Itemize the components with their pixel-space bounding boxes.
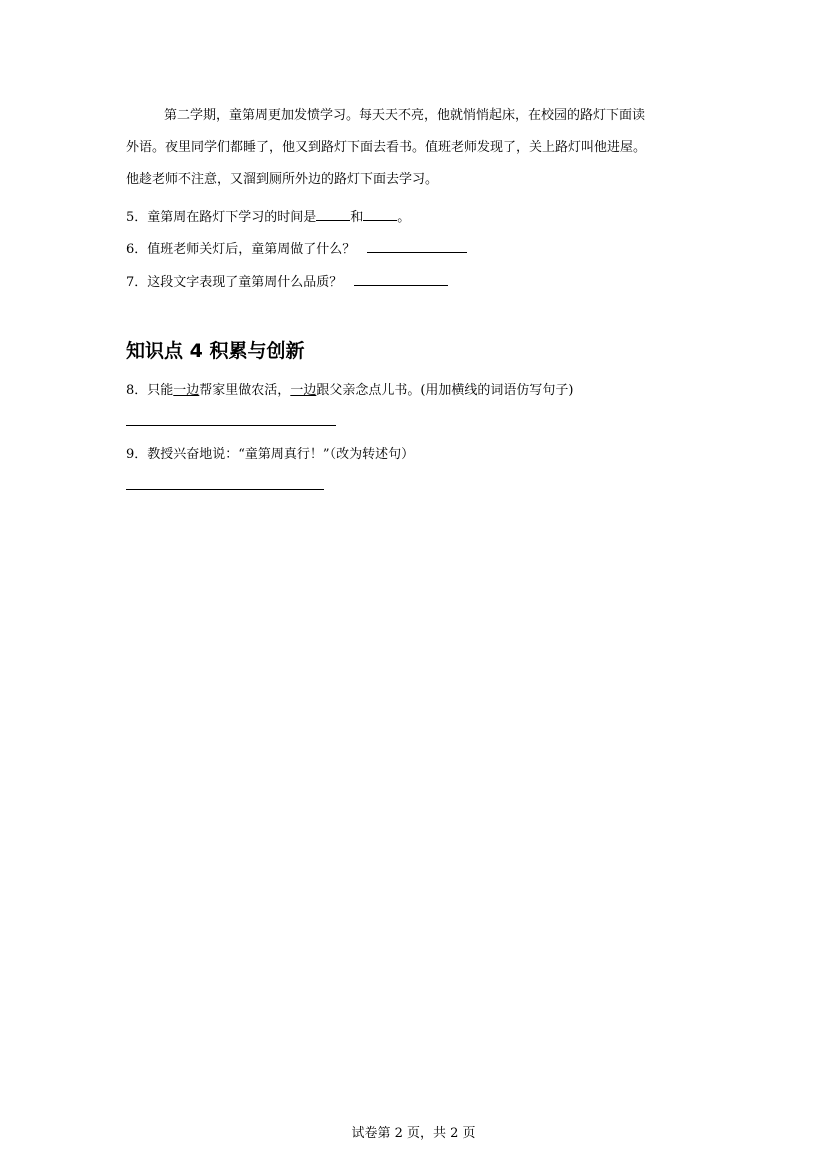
page-footer: 试卷第 2 页，共 2 页: [351, 1126, 476, 1141]
underlined-word-1: 一边: [173, 383, 200, 398]
answer-line-q8[interactable]: [126, 425, 336, 426]
answer-blank-2[interactable]: [363, 208, 397, 221]
question-9-text: 9．教授兴奋地说：“童第周真行！”（改为转述句）: [126, 447, 415, 462]
question-8-part-1: 8．只能: [126, 383, 174, 398]
question-8-part-2: 帮家里做农活，: [199, 383, 291, 398]
question-6: [126, 238, 467, 257]
question-9: [126, 443, 414, 462]
question-8: [126, 379, 573, 398]
question-6-text: 6．值班老师关灯后，童第周做了什么？: [126, 242, 356, 257]
underlined-word-2: 一边: [290, 383, 317, 398]
question-5-suffix: 。: [397, 210, 411, 225]
answer-blank-q7[interactable]: [354, 273, 448, 286]
section-heading: 知识点 4 积累与创新: [126, 340, 305, 362]
passage-line-2: 外语。夜里同学们都睡了，他又到路灯下面去看书。值班老师发现了，关上路灯叫他进屋。: [126, 140, 647, 155]
passage-line-3: 他趁老师不注意，又溜到厕所外边的路灯下面去学习。: [126, 172, 439, 187]
question-7-text: 7．这段文字表现了童第周什么品质？: [126, 275, 343, 290]
answer-blank-1[interactable]: [316, 208, 350, 221]
question-7: [126, 271, 448, 290]
question-8-part-3: 跟父亲念点儿书。(用加横线的词语仿写句子): [316, 383, 574, 398]
question-5: [126, 206, 410, 225]
question-5-prefix: 5．童第周在路灯下学习的时间是: [126, 210, 317, 225]
answer-line-q9[interactable]: [126, 489, 324, 490]
question-5-middle: 和: [350, 210, 364, 225]
passage-line-1: 第二学期，童第周更加发愤学习。每天天不亮，他就悄悄起床，在校园的路灯下面读: [164, 108, 646, 123]
answer-blank-q6[interactable]: [367, 240, 467, 253]
reading-passage: [126, 100, 726, 196]
